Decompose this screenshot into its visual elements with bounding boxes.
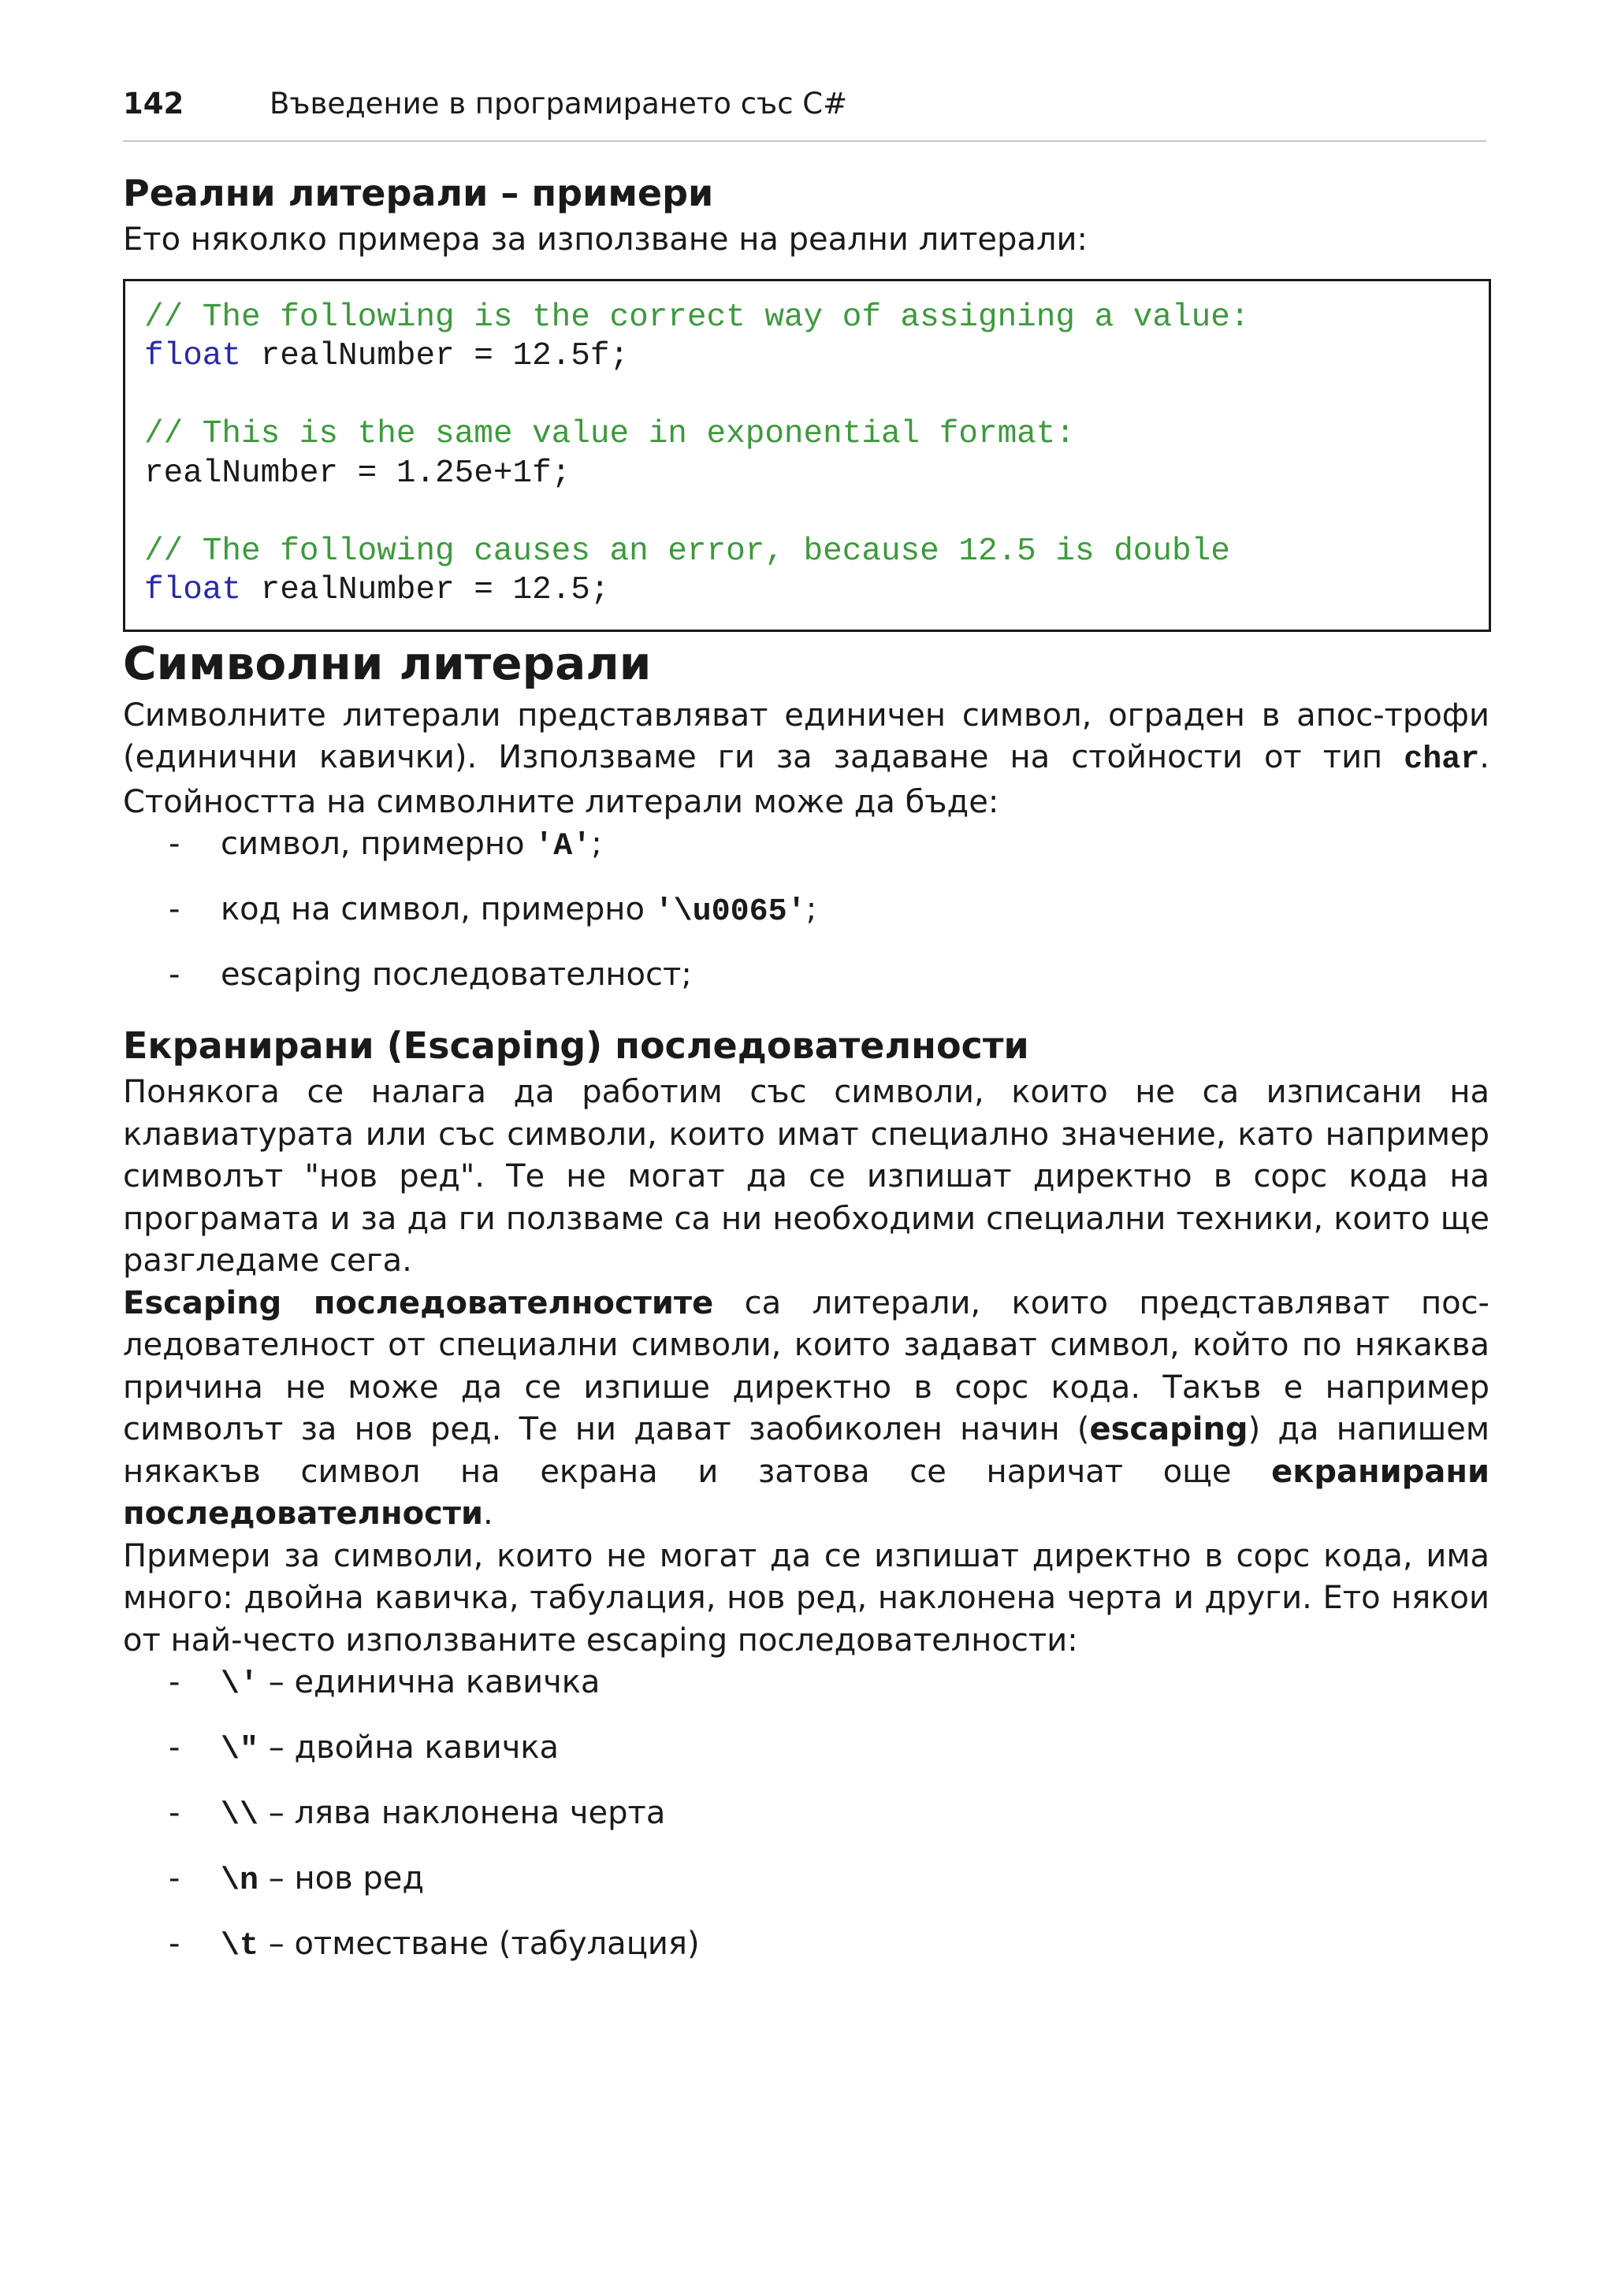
heading-escaping-sequences: Екранирани (Escaping) последователности [123, 1024, 1029, 1067]
char-literal-kinds-list [123, 823, 1489, 1020]
paragraph-text: . [483, 1495, 493, 1532]
code-block [123, 279, 1491, 632]
code-comment: // The following is the correct way of assigning a value: [144, 299, 1250, 336]
inline-code: \n [221, 1863, 259, 1899]
page-header [123, 82, 1486, 142]
list-item [123, 1793, 1489, 1858]
list-item-text: ; [591, 826, 602, 862]
paragraph-text: са литерали, които представляват пос-ледователност от специални символи, които задават символ, който по някаква причина не може да се изпише директно в сорс кода. Такъв е например символът за нов ред. Те ни дават заобиколен начин ( [123, 1284, 1489, 1447]
code-keyword: float [144, 338, 242, 374]
real-literals-intro: Ето няколко примера за използване на реални литерали: [123, 221, 1088, 258]
list-item [123, 1727, 1489, 1793]
list-item-text: символ, примерно [221, 826, 535, 862]
bold-term: екранирани последователности [123, 1453, 1489, 1532]
inline-code: \t [221, 1929, 259, 1964]
inline-code: 'A' [534, 829, 592, 864]
inline-code: char [1404, 742, 1480, 778]
escaping-paragraph-1: Понякога се налага да работим със символи, които не са изписани на клавиатурата или със символи, които имат специално значение, като например символът "нов ред". Те не могат да се изпишат директно в сорс кода на програмата и за да ги ползваме са ни необходими специални техники, които ще разгледаме сега. [123, 1074, 1489, 1279]
bold-term: escaping [1089, 1411, 1248, 1447]
list-item-text: – нов ред [258, 1860, 425, 1897]
escape-sequences-list [123, 1662, 1489, 1989]
escaping-paragraph-3: Примери за символи, които не могат да се изпишат директно в сорс кода, има много: двойна кавичка, табулация, нов ред, наклонена черта и други. Ето някои от най-често използваните escaping последователности: [123, 1537, 1489, 1659]
page-number: 142 [123, 87, 184, 121]
page-content [123, 167, 1489, 1989]
code-line [144, 571, 1470, 611]
list-dash: - [169, 891, 180, 927]
list-dash: - [169, 1860, 180, 1897]
code-text: realNumber = 12.5; [241, 572, 610, 608]
list-item [123, 889, 1489, 954]
code-line [144, 337, 1470, 377]
paragraph-text: . Стойността на символните литерали може да бъде: [123, 739, 1489, 820]
list-item-text: – отместване (табулация) [258, 1926, 700, 1962]
list-item-text: – лява наклонена черта [258, 1795, 666, 1831]
inline-code: \\ [221, 1798, 259, 1833]
paragraph-text: Символните литерали представляват единичен символ, ограден в апос-трофи (единични кавички). Използваме ги за задаване на стойности от тип [123, 697, 1489, 775]
running-title: Въведение в програмирането със C# [270, 87, 848, 121]
code-blank-line [144, 377, 1470, 416]
list-item [123, 1662, 1489, 1727]
heading-char-literals: Символни литерали [123, 636, 652, 690]
inline-code: \' [221, 1667, 259, 1703]
list-item-text: – двойна кавичка [258, 1729, 560, 1766]
list-dash: - [169, 1926, 180, 1962]
char-literals-paragraph [123, 695, 1489, 824]
list-dash: - [169, 1664, 180, 1700]
paragraph-text: ) да напишем някакъв символ на екрана и затова се наричат още [123, 1411, 1489, 1490]
code-line: realNumber = 1.25e+1f; [144, 455, 571, 492]
list-item [123, 954, 1489, 1020]
heading-real-literals-examples: Реални литерали – примери [123, 172, 714, 214]
code-comment: // The following causes an error, because 12.5 is double [144, 533, 1230, 570]
inline-code: '\u0065' [654, 894, 806, 930]
list-item [123, 1923, 1489, 1989]
code-text: realNumber = 12.5f; [241, 338, 630, 374]
list-item [123, 1858, 1489, 1923]
code-keyword: float [144, 572, 242, 608]
list-dash: - [169, 1729, 180, 1766]
list-dash: - [169, 957, 180, 993]
inline-code: \" [221, 1733, 259, 1768]
list-item [123, 823, 1489, 889]
list-dash: - [169, 826, 180, 862]
list-item-text: – единична кавичка [258, 1664, 601, 1700]
list-dash: - [169, 1795, 180, 1831]
list-item-text: код на символ, примерно [221, 891, 655, 927]
list-item-text: ; [805, 891, 817, 927]
code-blank-line [144, 493, 1470, 533]
bold-term: Escaping последователностите [123, 1284, 714, 1321]
escaping-paragraph-2 [123, 1283, 1489, 1536]
code-comment: // This is the same value in exponential format: [144, 416, 1075, 452]
list-item-text: escaping последователност; [221, 957, 692, 993]
